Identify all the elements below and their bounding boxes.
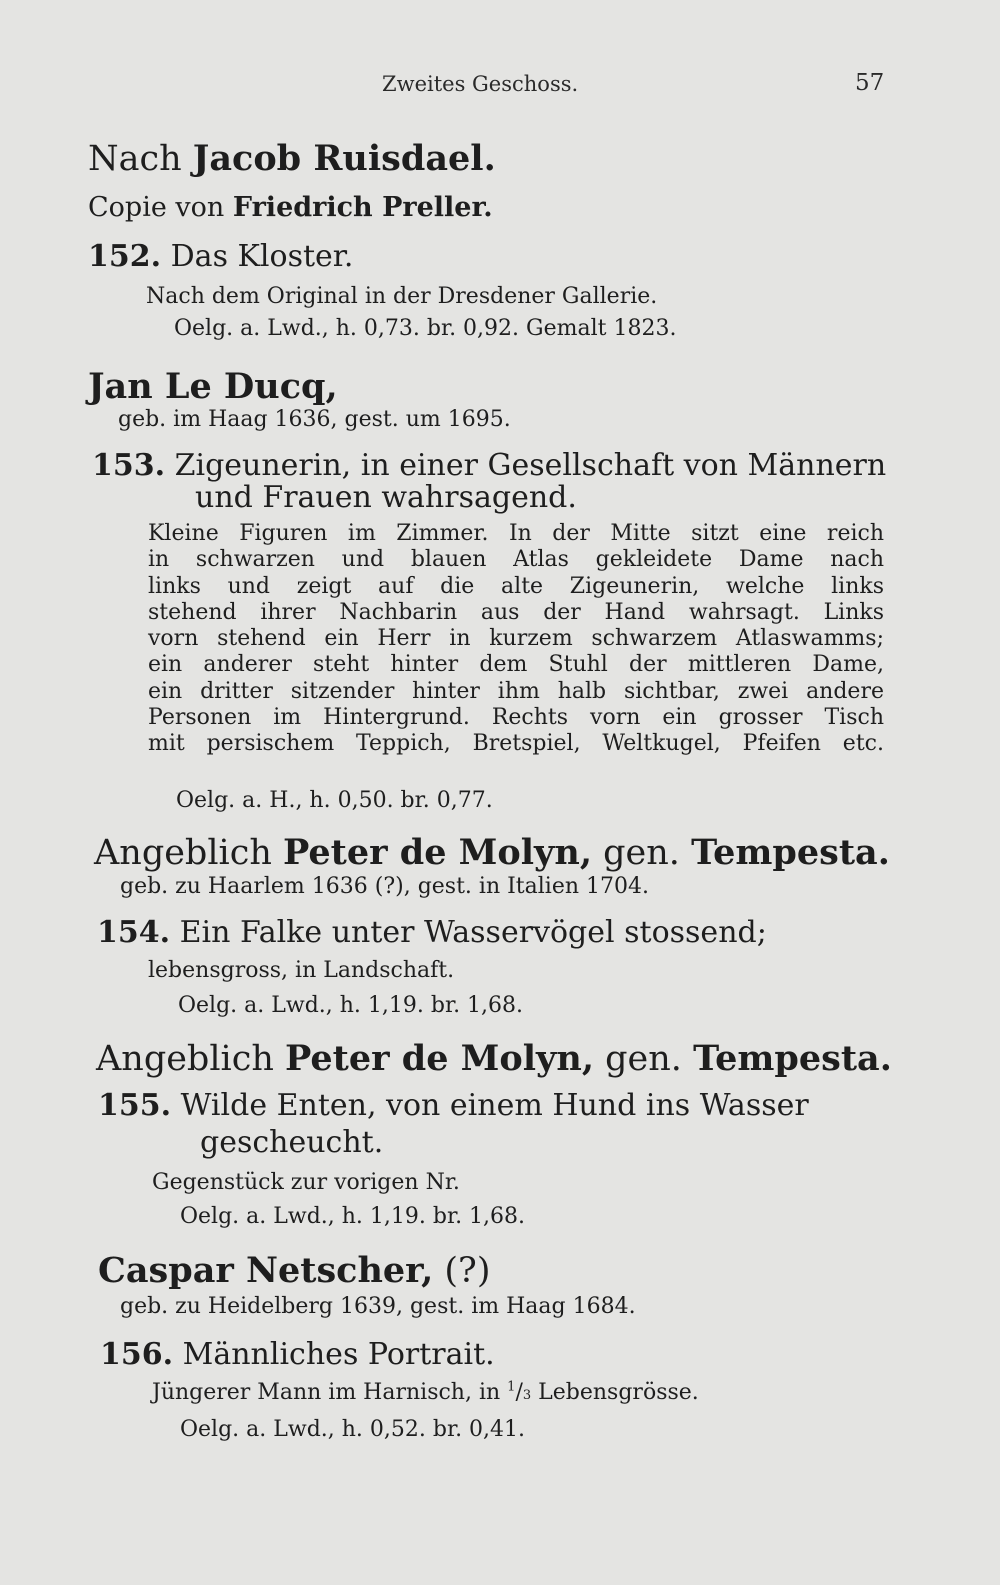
description bbox=[148, 521, 884, 758]
note-text-end: Lebensgrösse. bbox=[538, 1380, 699, 1405]
work-title bbox=[92, 449, 886, 484]
catalogue-number: 154. bbox=[97, 915, 171, 950]
title-line-1: Wilde Enten, von einem Hund ins Wasser bbox=[180, 1088, 809, 1123]
artist-heading bbox=[94, 833, 890, 873]
catalogue-number: 156. bbox=[100, 1337, 174, 1372]
work-title-cont: gescheucht. bbox=[200, 1125, 384, 1160]
work-note: lebensgross, in Landschaft. bbox=[148, 958, 455, 983]
artist-prefix: Nach bbox=[88, 139, 182, 179]
artist-bio: geb. zu Haarlem 1636 (?), gest. in Italien 1704. bbox=[120, 874, 649, 899]
medium-line bbox=[174, 316, 676, 341]
page-number: 57 bbox=[855, 70, 885, 96]
artist-name: Jacob Ruisdael. bbox=[192, 138, 496, 179]
medium-line: Oelg. a. H., h. 0,50. br. 0,77. bbox=[176, 788, 493, 813]
work-title bbox=[88, 240, 353, 275]
catalogue-number: 155. bbox=[98, 1088, 172, 1123]
artist-suffix: (?) bbox=[444, 1251, 491, 1291]
gen-label: gen. bbox=[603, 833, 680, 873]
copy-prefix: Copie von bbox=[88, 192, 225, 223]
work-title-cont: und Frauen wahrsagend. bbox=[195, 480, 577, 515]
description-line: mit persischem Teppich, Bretspiel, Weltkugel, Pfeifen etc. bbox=[148, 731, 884, 757]
painted-date: Gemalt 1823. bbox=[526, 316, 677, 341]
fraction: $^1$/3 bbox=[507, 1379, 532, 1405]
medium-line: Oelg. a. Lwd., h. 1,19. br. 1,68. bbox=[180, 1204, 526, 1229]
fraction-denominator: 3 bbox=[522, 1388, 532, 1403]
work-title bbox=[100, 1338, 495, 1373]
catalogue-number: 152. bbox=[88, 239, 162, 274]
title: Ein Falke unter Wasservögel stossend; bbox=[179, 915, 767, 950]
work-note: Gegenstück zur vorigen Nr. bbox=[152, 1170, 460, 1195]
gen-label: gen. bbox=[605, 1039, 682, 1079]
title-line-1: Zigeunerin, in einer Gesellschaft von Männern bbox=[174, 448, 887, 483]
medium-line: Oelg. a. Lwd., h. 1,19. br. 1,68. bbox=[178, 993, 524, 1018]
description-line: Personen im Hintergrund. Rechts vorn ein grosser Tisch bbox=[148, 705, 884, 731]
work-title bbox=[98, 1089, 809, 1124]
artist-bio: geb. im Haag 1636, gest. um 1695. bbox=[118, 407, 511, 432]
artist-name: Peter de Molyn, bbox=[285, 1038, 594, 1079]
fraction-numerator: 1 bbox=[507, 1379, 516, 1395]
copy-name: Friedrich Preller. bbox=[232, 192, 493, 223]
medium: Oelg. a. Lwd., h. 0,73. br. 0,92. bbox=[174, 316, 520, 341]
copy-line bbox=[88, 192, 493, 223]
artist-prefix: Angeblich bbox=[94, 833, 272, 873]
description-line: ein dritter sitzender hinter ihm halb sichtbar, zwei andere bbox=[148, 678, 884, 704]
description-line: in schwarzen und blauen Atlas gekleidete Dame nach bbox=[148, 547, 884, 573]
description-line: stehend ihrer Nachbarin aus der Hand wahrsagt. Links bbox=[148, 599, 884, 625]
description-line: ein anderer steht hinter dem Stuhl der mittleren Dame, bbox=[148, 652, 884, 678]
artist-bio: geb. zu Heidelberg 1639, gest. im Haag 1684. bbox=[120, 1294, 636, 1319]
artist-alias: Tempesta. bbox=[691, 832, 890, 873]
description-line: Kleine Figuren im Zimmer. In der Mitte sitzt eine reich bbox=[148, 521, 884, 546]
note-text: Jüngerer Mann im Harnisch, in bbox=[152, 1380, 501, 1405]
catalogue-number: 153. bbox=[92, 448, 166, 483]
provenance-note: Nach dem Original in der Dresdener Gallerie. bbox=[146, 284, 658, 309]
description-line: links und zeigt auf die alte Zigeunerin, welche links bbox=[148, 573, 884, 599]
artist-heading bbox=[98, 1251, 490, 1291]
title: Männliches Portrait. bbox=[182, 1337, 495, 1372]
artist-heading bbox=[88, 139, 496, 179]
artist-prefix: Angeblich bbox=[96, 1039, 274, 1079]
artist-name: Peter de Molyn, bbox=[283, 832, 592, 873]
work-note bbox=[152, 1380, 699, 1405]
artist-name: Jan Le Ducq, bbox=[88, 366, 338, 407]
medium-line: Oelg. a. Lwd., h. 0,52. br. 0,41. bbox=[180, 1417, 526, 1442]
artist-heading bbox=[96, 1039, 892, 1079]
description-line: vorn stehend ein Herr in kurzem schwarzem Atlaswamms; bbox=[148, 626, 884, 652]
artist-name: Caspar Netscher, bbox=[98, 1250, 434, 1291]
work-title bbox=[97, 916, 767, 951]
artist-alias: Tempesta. bbox=[693, 1038, 892, 1079]
title: Das Kloster. bbox=[170, 239, 354, 274]
running-title: Zweites Geschoss. bbox=[382, 72, 579, 96]
